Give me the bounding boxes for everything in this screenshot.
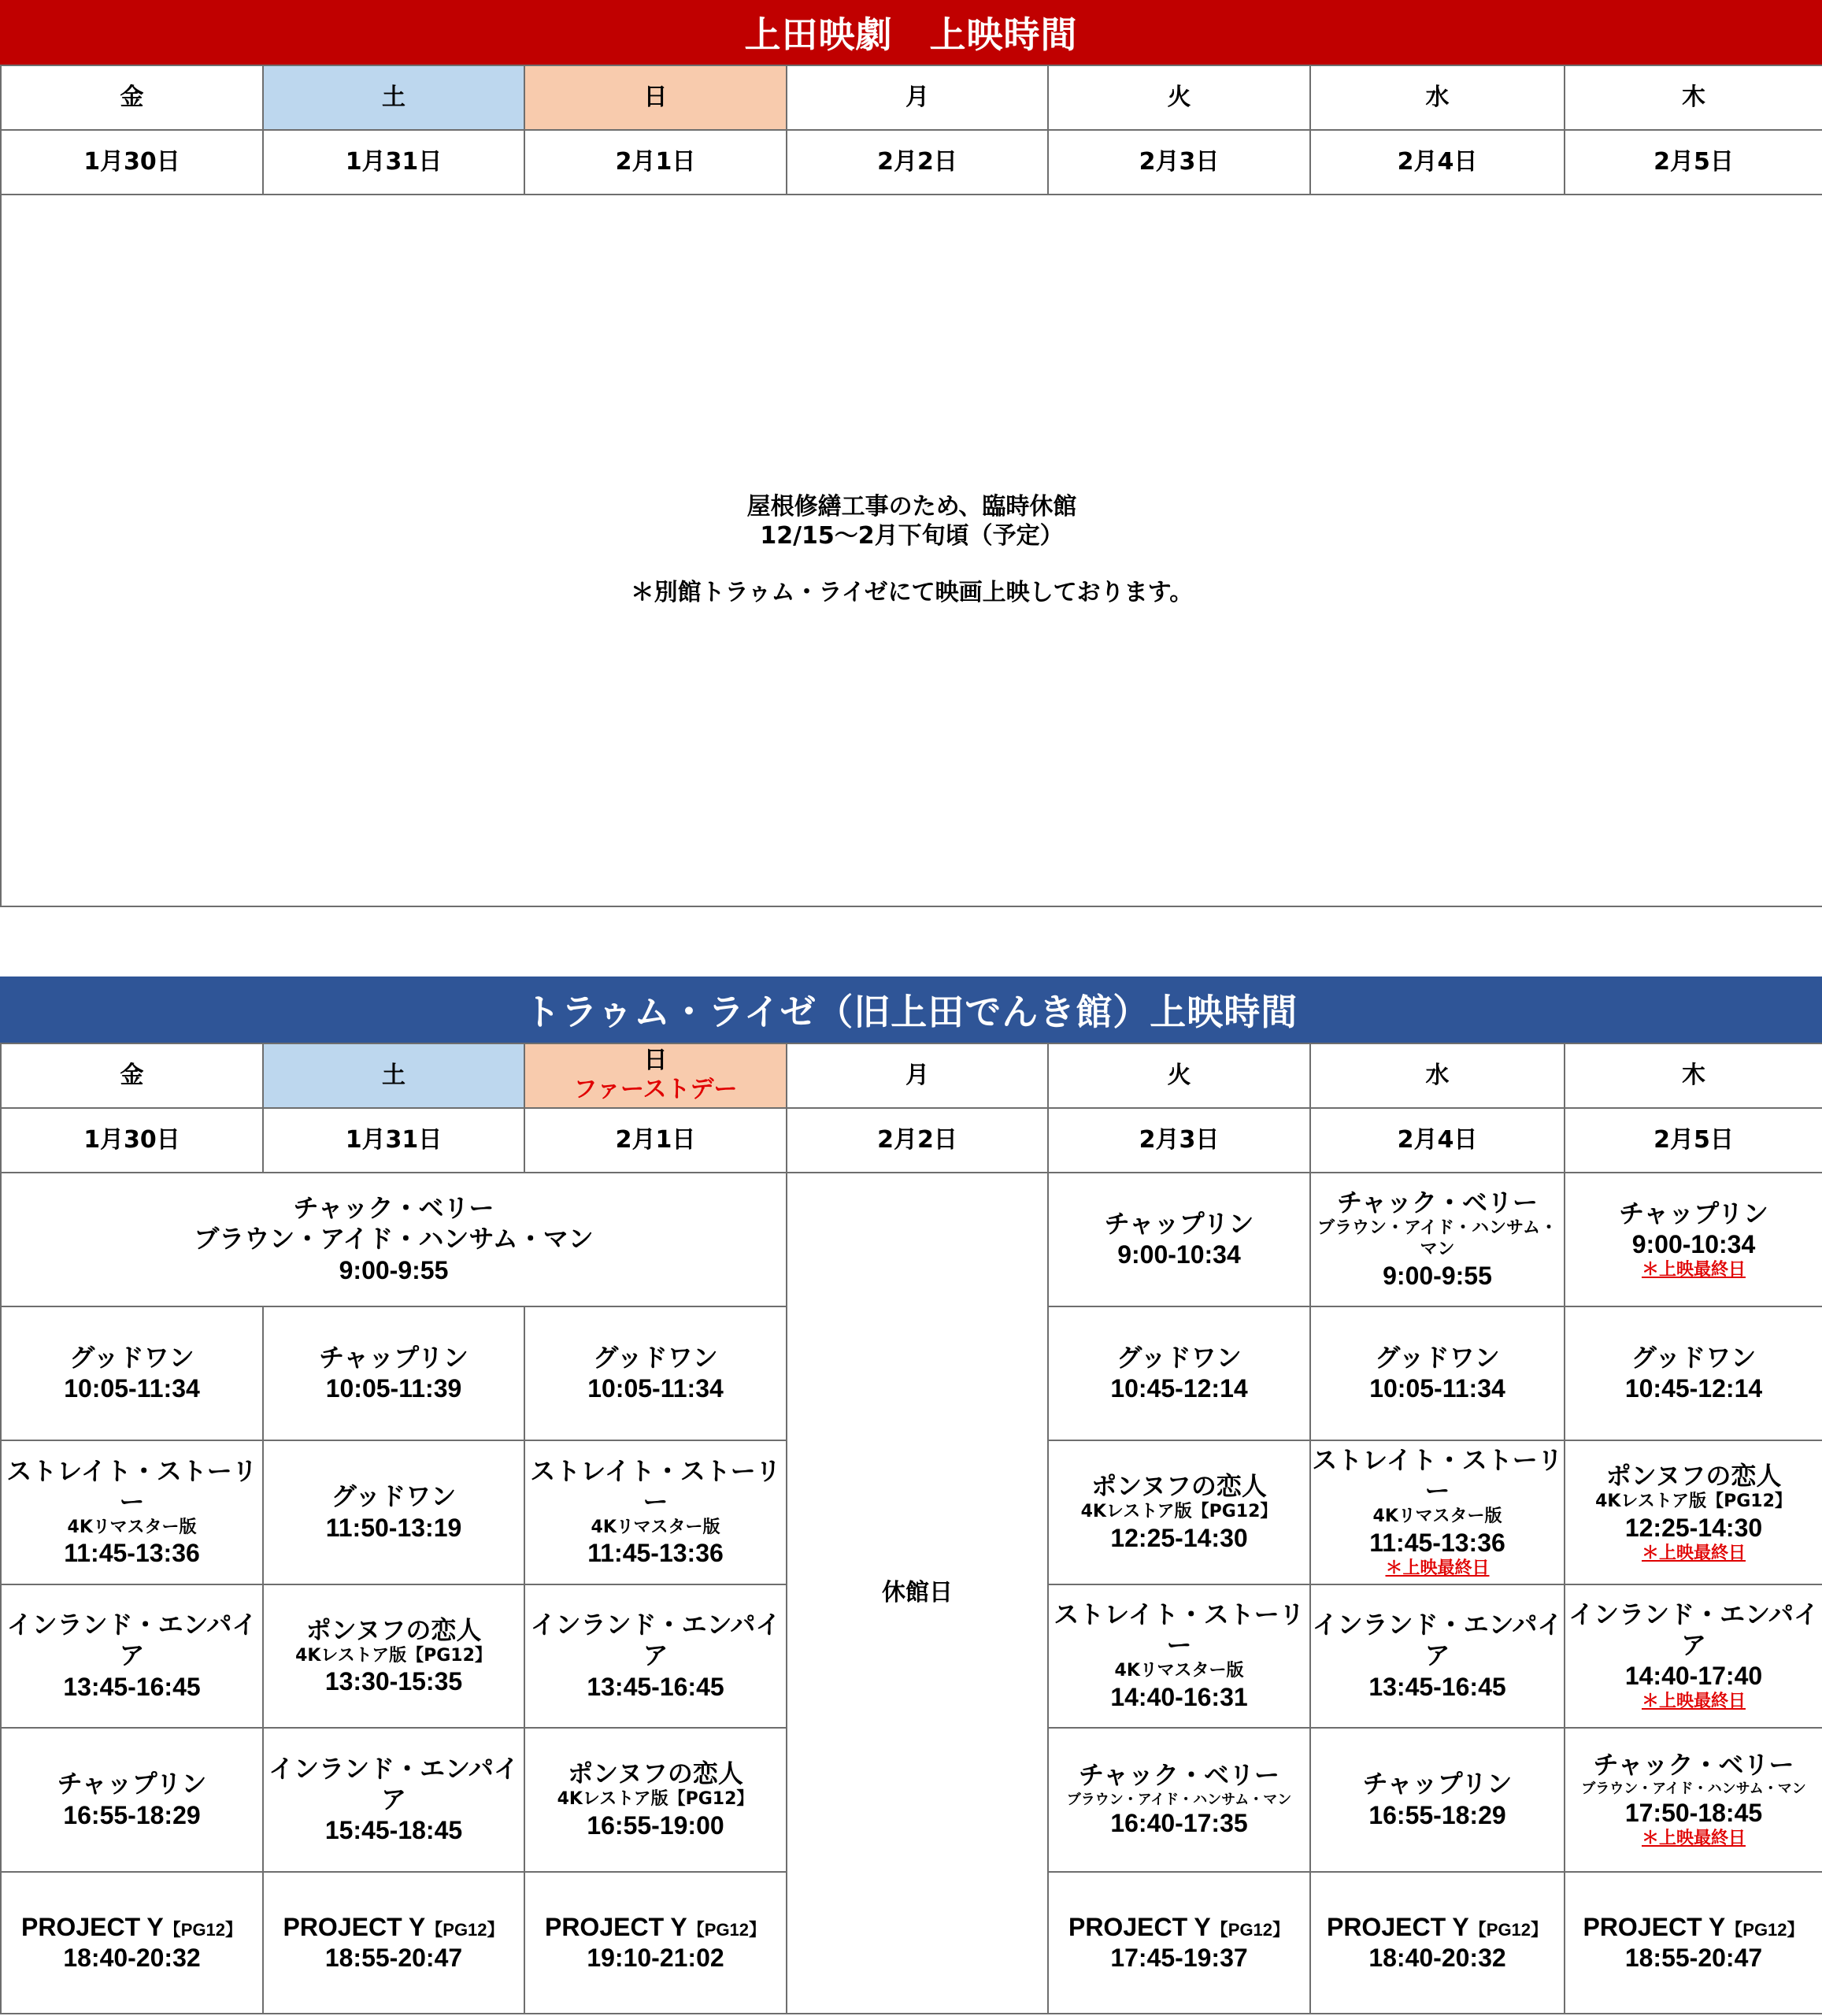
day-tue: 火: [1048, 1043, 1310, 1108]
theater1-title: 上田映劇 上映時間: [744, 13, 1078, 56]
showtime: 19:10-21:02: [587, 1944, 724, 1972]
showing-cell: [1310, 1728, 1565, 1872]
movie-title: チャップリン: [1362, 1769, 1513, 1799]
day-thu: 木: [1565, 65, 1822, 130]
showtime: 10:45-12:14: [1110, 1374, 1248, 1403]
date-cell: 2月5日: [1565, 130, 1822, 195]
date-cell: 2月2日: [787, 130, 1048, 195]
movie-title: チャップリン: [57, 1769, 207, 1799]
day-sat: 土: [263, 1043, 524, 1108]
showtime: 10:05-11:34: [1369, 1374, 1505, 1403]
movie-title: ポンヌフの恋人: [1605, 1460, 1782, 1491]
showtime: 9:00-10:34: [1631, 1229, 1756, 1258]
day-header-row: [1, 1043, 1822, 1108]
showing-cell: [1, 1440, 263, 1584]
showtime: 13:30-15:35: [324, 1667, 463, 1696]
day-mon: 月: [787, 65, 1048, 130]
date-cell: 2月5日: [1565, 1108, 1822, 1173]
theater2-title-bar: [0, 976, 1822, 1043]
showing-cell: [1, 1306, 263, 1440]
showtime: 14:40-16:31: [1110, 1682, 1248, 1711]
notice-annex: ＊別館トラゥム・ライゼにて映画上映しております。: [630, 579, 1194, 607]
movie-title: チャック・ベリー: [293, 1193, 494, 1224]
date-cell: 2月3日: [1048, 1108, 1310, 1173]
movie-subtitle: 4Kリマスター版: [67, 1517, 197, 1537]
movie-subtitle: 4Kレストア版【PG12】: [557, 1789, 754, 1810]
date-cell: 2月4日: [1310, 130, 1565, 195]
showing-cell: [524, 1440, 787, 1584]
theater2-title: トラゥム・ライゼ（旧上田でんき館）上映時間: [524, 991, 1298, 1033]
showing-cell: [1565, 1306, 1822, 1440]
movie-subtitle: ブラウン・アイド・ハンサム・マン: [1317, 1218, 1557, 1259]
movie-subtitle: 4Kリマスター版: [1114, 1661, 1244, 1681]
showing-cell: [1310, 1872, 1565, 2014]
showing-cell: [1048, 1306, 1310, 1440]
movie-title: チャップリン: [1104, 1208, 1254, 1239]
showing-cell: [1, 1173, 787, 1306]
showtime: 10:05-11:34: [587, 1374, 724, 1403]
showing-cell: [263, 1440, 524, 1584]
movie-subtitle: ブラウン・アイド・ハンサム・マン: [194, 1224, 594, 1254]
showing-cell: [1310, 1306, 1565, 1440]
day-sun: 日: [524, 65, 787, 130]
movie-title: PROJECT Y【PG12】: [1583, 1912, 1805, 1941]
final-screening-note: ＊上映最終日: [1641, 1692, 1746, 1712]
showing-cell: [524, 1872, 787, 2014]
movie-title: グッドワン: [1117, 1342, 1242, 1373]
movie-title: PROJECT Y【PG12】: [20, 1912, 243, 1941]
showing-cell: [1, 1584, 263, 1728]
showing-cell: [524, 1728, 787, 1872]
movie-title: グッドワン: [1631, 1342, 1757, 1373]
showing-cell: [1048, 1440, 1310, 1584]
date-cell: 2月3日: [1048, 130, 1310, 195]
showing-cell: [263, 1306, 524, 1440]
showtime: 17:45-19:37: [1110, 1944, 1248, 1972]
showtime: 12:25-14:30: [1110, 1523, 1248, 1552]
day-mon: 月: [787, 1043, 1048, 1108]
first-day-badge: ファーストデー: [573, 1076, 738, 1103]
final-screening-note: ＊上映最終日: [1641, 1829, 1746, 1849]
movie-title: チャップリン: [319, 1342, 468, 1373]
movie-title: ポンヌフの恋人: [1091, 1471, 1267, 1502]
movie-subtitle: 4Kリマスター版: [591, 1517, 720, 1537]
showtime: 11:45-13:36: [1369, 1529, 1505, 1558]
movie-title: ストレイト・ストーリー: [1054, 1599, 1305, 1661]
movie-title: PROJECT Y【PG12】: [544, 1912, 767, 1941]
showtime: 14:40-17:40: [1624, 1662, 1763, 1691]
theater1-title-bar: [0, 0, 1822, 65]
showing-cell: [1048, 1173, 1310, 1306]
movie-title: ストレイト・ストーリー: [1312, 1445, 1563, 1506]
date-cell: 2月2日: [787, 1108, 1048, 1173]
movie-title: ポンヌフの恋人: [568, 1758, 743, 1789]
day-tue: 火: [1048, 65, 1310, 130]
showtime: 13:45-16:45: [587, 1672, 724, 1701]
final-screening-note: ＊上映最終日: [1641, 1259, 1746, 1280]
movie-title: インランド・エンパイア: [6, 1610, 257, 1671]
showtime: 16:55-18:29: [1368, 1800, 1506, 1829]
showing-cell: [1, 1728, 263, 1872]
day-sat: 土: [263, 65, 524, 130]
movie-title: PROJECT Y【PG12】: [1326, 1912, 1549, 1941]
showtime: 13:45-16:45: [63, 1672, 201, 1701]
showtime: 13:45-16:45: [1368, 1672, 1506, 1701]
date-cell: 1月30日: [1, 130, 263, 195]
movie-subtitle: 4Kレストア版【PG12】: [295, 1645, 492, 1666]
showtime: 18:55-20:47: [324, 1944, 463, 1972]
notice-period: 12/15～2月下旬頃（予定）: [760, 521, 1064, 550]
notice-line: 屋根修繕工事のため、臨時休館: [746, 493, 1077, 521]
showtime: 11:50-13:19: [325, 1513, 462, 1542]
movie-title: インランド・エンパイア: [268, 1753, 519, 1814]
showing-cell: [263, 1584, 524, 1728]
movie-title: ポンヌフの恋人: [306, 1614, 482, 1645]
movie-title: グッドワン: [69, 1342, 194, 1373]
showing-cell: [524, 1306, 787, 1440]
showtime: 11:45-13:36: [64, 1539, 200, 1568]
showtime: 16:55-18:29: [63, 1800, 201, 1829]
day-fri: 金: [1, 65, 263, 130]
showing-cell: [1048, 1584, 1310, 1728]
showtime: 12:25-14:30: [1624, 1513, 1763, 1542]
showing-cell: [1048, 1728, 1310, 1872]
day-fri: 金: [1, 1043, 263, 1108]
showtime: 10:05-11:34: [64, 1374, 200, 1403]
movie-title: チャップリン: [1619, 1198, 1768, 1228]
final-screening-note: ＊上映最終日: [1385, 1558, 1490, 1579]
date-cell: 1月31日: [263, 1108, 524, 1173]
showing-row: [1, 1173, 1822, 1306]
movie-title: チャック・ベリー: [1078, 1760, 1280, 1791]
showtime: 15:45-18:45: [324, 1816, 463, 1845]
date-cell: 2月1日: [524, 130, 787, 195]
movie-title: チャック・ベリー: [1336, 1188, 1539, 1218]
showtime: 18:40-20:32: [1368, 1944, 1506, 1972]
movie-title: インランド・エンパイア: [1312, 1610, 1563, 1671]
showing-cell: [1, 1872, 263, 2014]
closed-day-cell: 休館日: [787, 1173, 1048, 2014]
final-screening-note: ＊上映最終日: [1641, 1543, 1746, 1563]
showing-cell: [1048, 1872, 1310, 2014]
showing-cell: [1565, 1872, 1822, 2014]
movie-title: グッドワン: [593, 1342, 718, 1373]
movie-title: ストレイト・ストーリー: [6, 1455, 257, 1517]
showing-cell: [1565, 1728, 1822, 1872]
movie-subtitle: ブラウン・アイド・ハンサム・マン: [1581, 1781, 1806, 1798]
movie-title: PROJECT Y【PG12】: [283, 1912, 505, 1941]
movie-subtitle: 4Kレストア版【PG12】: [1595, 1491, 1792, 1511]
theater2-schedule-table: [0, 1043, 1822, 2014]
showing-cell: [263, 1728, 524, 1872]
day-sun-label: 日: [643, 1047, 668, 1075]
showing-cell: [1310, 1440, 1565, 1584]
showtime: 17:50-18:45: [1624, 1799, 1763, 1828]
showtime: 9:00-9:55: [339, 1255, 449, 1284]
movie-title: PROJECT Y【PG12】: [1068, 1912, 1291, 1941]
day-wed: 水: [1310, 65, 1565, 130]
showtime: 11:45-13:36: [587, 1539, 724, 1568]
showtime: 18:40-20:32: [63, 1944, 201, 1972]
showtime: 16:40-17:35: [1110, 1809, 1248, 1838]
theater1-schedule-table: [0, 65, 1822, 907]
showing-cell: [1310, 1584, 1565, 1728]
showtime: 9:00-9:55: [1383, 1261, 1492, 1290]
movie-title: インランド・エンパイア: [1568, 1599, 1819, 1661]
date-cell: 2月4日: [1310, 1108, 1565, 1173]
showtime: 16:55-19:00: [587, 1810, 724, 1840]
showing-cell: [1565, 1440, 1822, 1584]
movie-title: グッドワン: [1375, 1342, 1500, 1373]
day-sun: [524, 1043, 787, 1108]
movie-subtitle: 4Kレストア版【PG12】: [1080, 1502, 1278, 1522]
closure-notice: [1, 195, 1822, 906]
showtime: 10:05-11:39: [325, 1374, 462, 1403]
closure-notice-row: [1, 195, 1822, 906]
showing-cell: [1565, 1173, 1822, 1306]
showing-cell: [524, 1584, 787, 1728]
movie-title: インランド・エンパイア: [530, 1610, 781, 1671]
showing-cell: [1565, 1584, 1822, 1728]
movie-title: グッドワン: [331, 1481, 457, 1512]
day-wed: 水: [1310, 1043, 1565, 1108]
showtime: 18:55-20:47: [1624, 1944, 1763, 1972]
movie-subtitle: ブラウン・アイド・ハンサム・マン: [1066, 1791, 1292, 1808]
showing-cell: [263, 1872, 524, 2014]
day-header-row: [1, 65, 1822, 130]
showtime: 10:45-12:14: [1624, 1374, 1763, 1403]
date-header-row: [1, 130, 1822, 195]
movie-title: チャック・ベリー: [1593, 1750, 1794, 1781]
date-cell: 1月31日: [263, 130, 524, 195]
movie-subtitle: 4Kリマスター版: [1372, 1506, 1502, 1527]
day-thu: 木: [1565, 1043, 1822, 1108]
date-cell: 1月30日: [1, 1108, 263, 1173]
movie-title: ストレイト・ストーリー: [530, 1455, 781, 1517]
date-header-row: [1, 1108, 1822, 1173]
showing-cell: [1310, 1173, 1565, 1306]
showtime: 9:00-10:34: [1117, 1240, 1241, 1269]
date-cell: 2月1日: [524, 1108, 787, 1173]
